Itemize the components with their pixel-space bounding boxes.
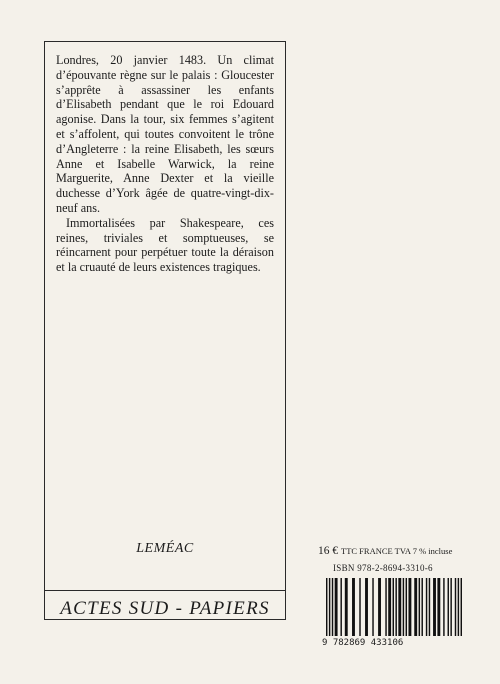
price-line <box>318 545 478 557</box>
barcode-digits: 9 782869 433106 <box>322 638 404 648</box>
price-tax-note: TTC FRANCE TVA 7 % incluse <box>341 546 453 556</box>
blurb-paragraph-2: Immortalisées par Shakespeare, ces reines, triviales et somptueuses, se réincarnent pour perpétuer toute la déraison et la cruauté de leurs existences tragiques. <box>56 215 274 275</box>
back-cover-blurb <box>56 53 274 275</box>
divider-line <box>44 590 286 591</box>
barcode-image <box>326 578 462 636</box>
isbn-number: ISBN 978-2-8694-3310-6 <box>333 563 433 573</box>
series-name: ACTES SUD - PAPIERS <box>60 598 270 619</box>
blurb-paragraph-1: Londres, 20 janvier 1483. Un climat d’épouvante règne sur le palais : Gloucester s’apprête à assassiner les enfants d’Elisabeth pendant que le roi Edouard agonise. Dans la tour, six femmes s’agitent et s’affolent, qui toutes convoitent le trône d’Angleterre : la reine Elisabeth, les sœurs Anne et Isabelle Warwick, la reine Marguerite, Anne Dexter et la vieille duchesse d’York âgée de quatre-vingt-dix-neuf ans. <box>56 53 274 215</box>
publisher-name: LEMÉAC <box>136 541 194 556</box>
price-amount: 16 € <box>318 545 339 557</box>
